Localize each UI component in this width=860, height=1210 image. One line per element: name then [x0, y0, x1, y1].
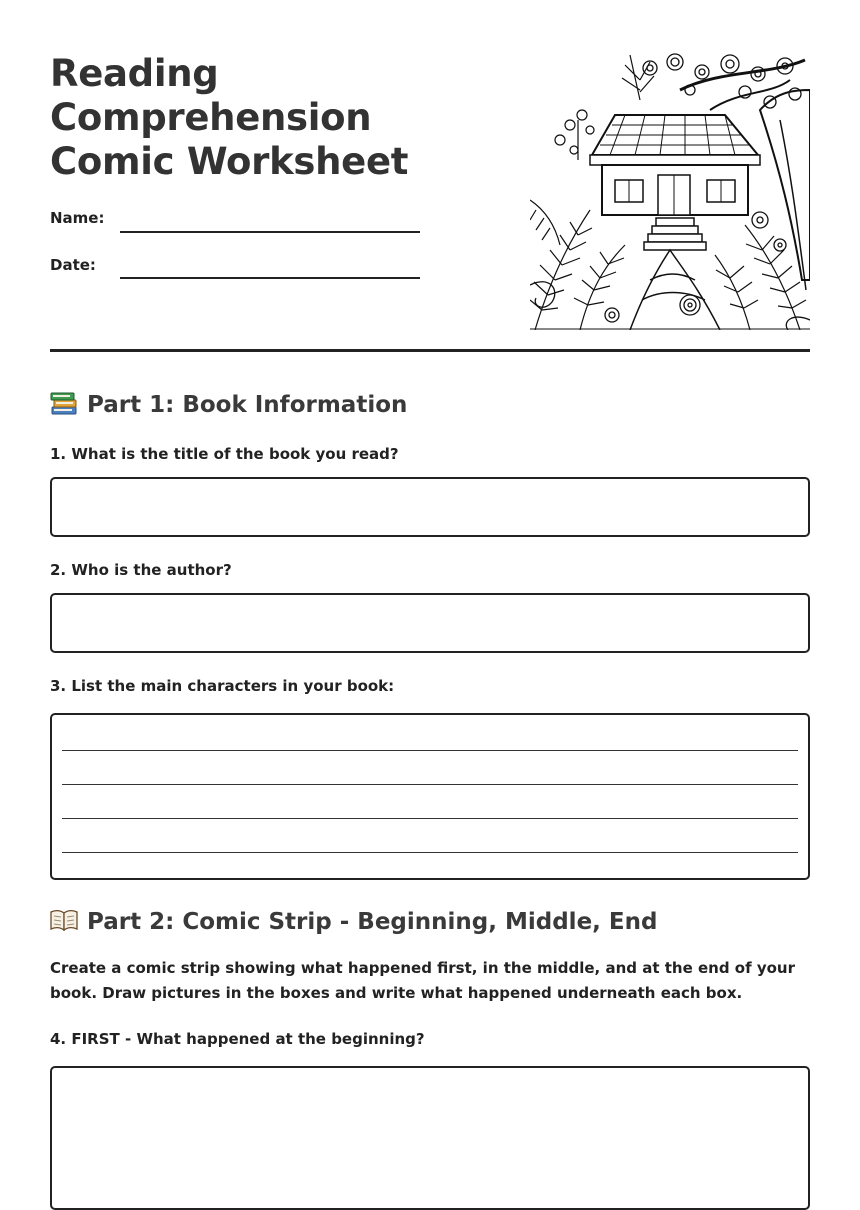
part1-heading	[50, 390, 407, 418]
writing-line	[62, 750, 798, 751]
part2-heading-text: Part 2: Comic Strip - Beginning, Middle, End	[87, 909, 658, 935]
question-1-label: 1. What is the title of the book you read?	[50, 445, 399, 463]
characters-answer-box[interactable]	[50, 713, 810, 880]
worksheet-title: Reading Comprehension Comic Worksheet	[50, 52, 409, 183]
jungle-hut-illustration	[530, 50, 810, 330]
header-divider	[50, 349, 810, 352]
worksheet-header	[50, 0, 810, 352]
date-field[interactable]	[120, 277, 420, 279]
writing-line	[62, 818, 798, 819]
part1-heading-text: Part 1: Book Information	[87, 392, 408, 418]
comic-strip-instructions: Create a comic strip showing what happened first, in the middle, and at the end of your book. Draw pictures in the boxes and write what happened underneath each box.	[50, 959, 795, 1002]
open-book-icon	[50, 907, 78, 933]
writing-line	[62, 852, 798, 853]
question-3-label: 3. List the main characters in your book:	[50, 677, 395, 695]
worksheet-page	[50, 0, 810, 1048]
date-label: Date:	[50, 256, 96, 274]
book-title-answer-box[interactable]	[50, 477, 810, 537]
beginning-comic-panel[interactable]	[50, 1066, 810, 1210]
books-icon	[50, 390, 78, 416]
part2-heading	[50, 907, 657, 935]
writing-line	[62, 784, 798, 785]
question-2-label: 2. Who is the author?	[50, 561, 232, 579]
name-label: Name:	[50, 209, 105, 227]
author-answer-box[interactable]	[50, 593, 810, 653]
question-4-label: 4. FIRST - What happened at the beginning?	[50, 1030, 425, 1048]
name-field[interactable]	[120, 231, 420, 233]
